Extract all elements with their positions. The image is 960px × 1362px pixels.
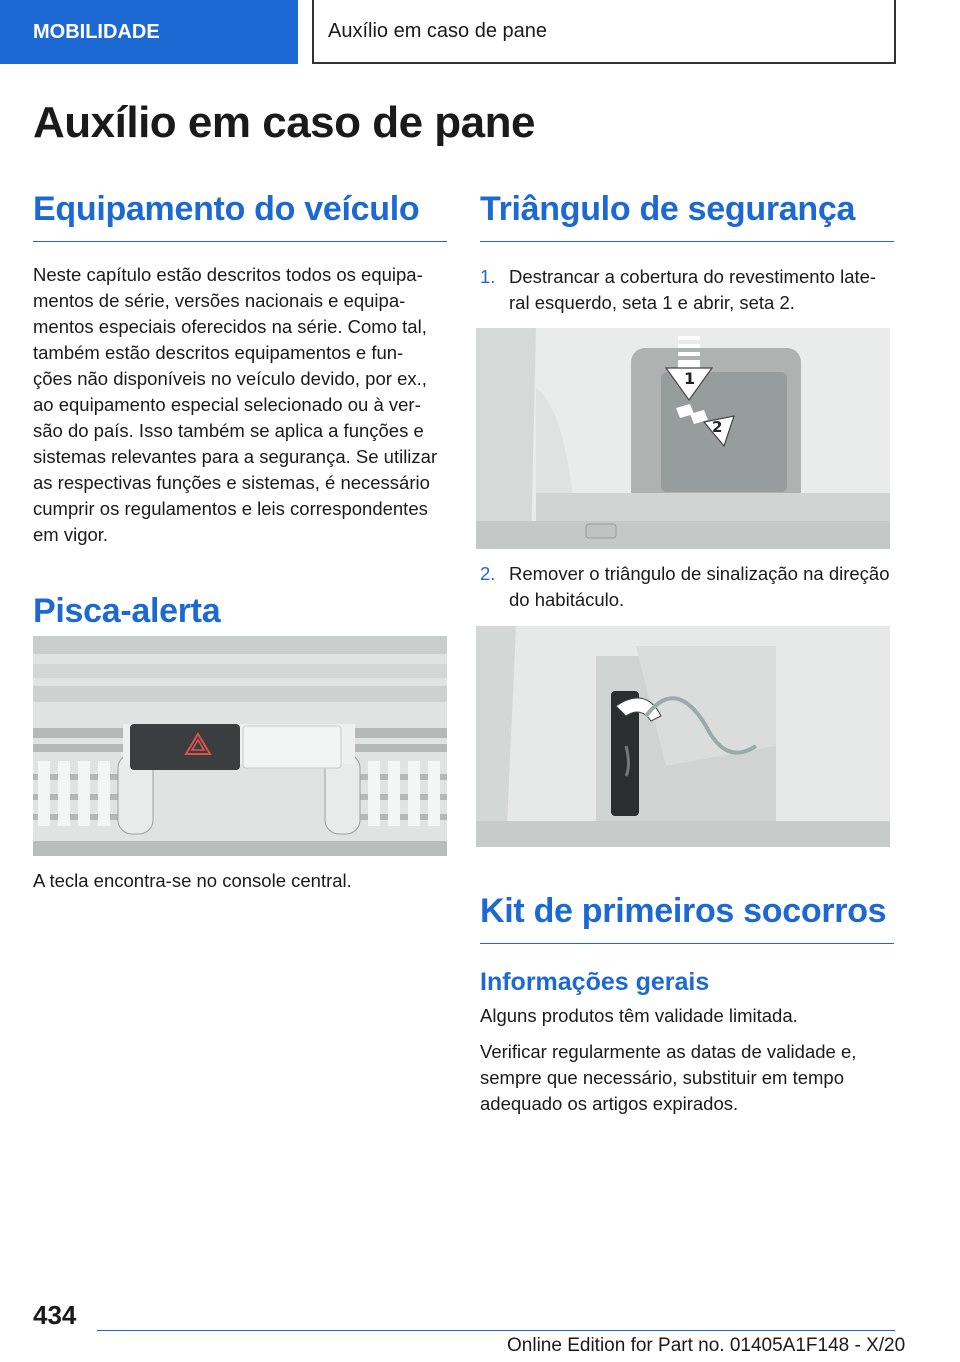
text-line: ral esquerdo, seta 1 e abrir, seta 2. (509, 292, 795, 313)
text-line: cumprir os regulamentos e leis correspondentes (33, 498, 428, 519)
page-number: 434 (33, 1300, 77, 1330)
arrow-2-label: 2 (712, 418, 723, 436)
text-line: mentos de série, versões nacionais e equipa‐ (33, 290, 406, 311)
hazard-switch-image (33, 636, 447, 856)
hazard-heading: Pisca-alerta (33, 592, 447, 644)
left-column (33, 190, 447, 644)
step-2 (480, 561, 900, 613)
vehicle-equipment-heading: Equipamento do veículo (33, 190, 447, 242)
page-title: Auxílio em caso de pane (33, 98, 535, 147)
first-aid-heading: Kit de primeiros socorros (480, 892, 894, 944)
step-text (509, 561, 890, 613)
first-aid-para-1: Alguns produtos têm validade limitada. (480, 1005, 798, 1026)
text-line: Verificar regularmente as datas de validade e, (480, 1041, 857, 1062)
text-line: sempre que necessário, substituir em tempo (480, 1067, 845, 1088)
first-aid-para-2 (480, 1039, 894, 1117)
general-info-heading: Informações gerais (480, 968, 710, 996)
topic-tab: Auxílio em caso de pane (312, 0, 896, 64)
right-column (480, 190, 894, 316)
warning-triangle-image (476, 626, 890, 847)
text-line: sistemas relevantes para a segurança. Se utilizar (33, 446, 438, 467)
hazard-caption: A tecla encontra-se no console central. (33, 870, 352, 891)
step-number: 2. (480, 563, 496, 584)
text-line: as respectivas funções e sistemas, é necessário (33, 472, 430, 493)
first-aid-section (480, 892, 894, 1117)
text-line: do habitáculo. (509, 589, 625, 610)
text-line: ções não disponíveis no veículo devido, por ex., (33, 368, 427, 389)
text-line: Neste capítulo estão descritos todos os equipa‐ (33, 264, 423, 285)
text-line: Remover o triângulo de sinalização na direção (509, 563, 890, 584)
text-line: são do país. Isso também se aplica a funções e (33, 420, 424, 441)
arrow-1-label: 1 (684, 369, 696, 388)
step-text (509, 264, 876, 316)
step-1 (480, 264, 894, 316)
text-line: também estão descritos equipamentos e fun‐ (33, 342, 404, 363)
text-line: ao equipamento especial selecionado ou à ver‐ (33, 394, 421, 415)
text-line: mentos especiais oferecidos na série. Como tal, (33, 316, 427, 337)
text-line: adequado os artigos expirados. (480, 1093, 739, 1114)
edition-note: Online Edition for Part no. 01405A1F148 - X/20 (507, 1335, 906, 1356)
footer-rule (97, 1330, 895, 1331)
section-tab: MOBILIDADE (0, 0, 298, 64)
text-line: em vigor. (33, 524, 109, 545)
vehicle-equipment-text (33, 262, 447, 548)
text-line: Destrancar a cobertura do revestimento late‐ (509, 266, 877, 287)
triangle-heading: Triângulo de segurança (480, 190, 894, 242)
trim-cover-image (476, 328, 890, 549)
step-number: 1. (480, 266, 496, 287)
